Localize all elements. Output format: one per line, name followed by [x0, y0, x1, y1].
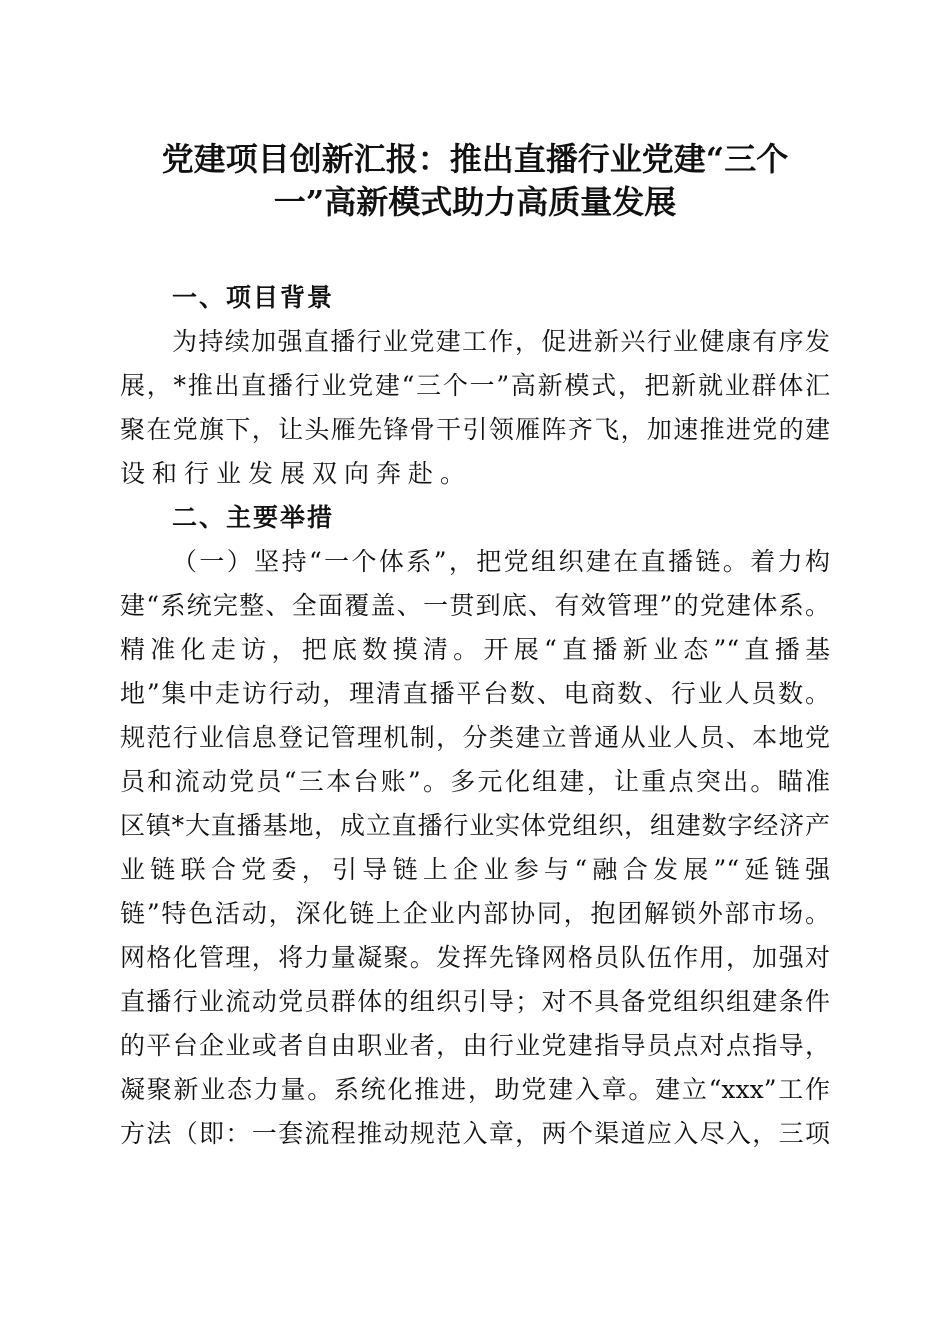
paragraph-line: 为持续加强直播行业党建工作，促进新兴行业健康有序发	[172, 327, 830, 356]
section-heading-background: 一、项目背景	[172, 283, 335, 312]
paragraph-line: 设和行业发展双向奔赴。	[120, 459, 473, 488]
document-body	[120, 276, 830, 1156]
paragraph-line: 方法（即：一套流程推动规范入章，两个渠道应入尽入，三项	[120, 1119, 830, 1148]
paragraph-line: 凝聚新业态力量。系统化推进，助党建入章。建立“xxx”工作	[120, 1075, 830, 1104]
paragraph-line: 聚在党旗下，让头雁先锋骨干引领雁阵齐飞，加速推进党的建	[120, 415, 830, 444]
paragraph-line: 精准化走访，把底数摸清。开展“直播新业态”“直播基	[120, 635, 830, 664]
document-title	[110, 138, 840, 224]
paragraph-line: 建“系统完整、全面覆盖、一贯到底、有效管理”的党建体系。	[120, 591, 830, 620]
paragraph-line: 业链联合党委，引导链上企业参与“融合发展”“延链强	[120, 855, 830, 884]
paragraph-line: 规范行业信息登记管理机制，分类建立普通从业人员、本地党	[120, 723, 830, 752]
paragraph-line: 的平台企业或者自由职业者，由行业党建指导员点对点指导，	[120, 1031, 830, 1060]
paragraph-line: 链”特色活动，深化链上企业内部协同，抱团解锁外部市场。	[120, 899, 830, 928]
paragraph-line: 网格化管理，将力量凝聚。发挥先锋网格员队伍作用，加强对	[120, 943, 830, 972]
title-line: 党建项目创新汇报：推出直播行业党建“三个	[161, 140, 789, 178]
paragraph-line: 展，*推出直播行业党建“三个一”高新模式，把新就业群体汇	[120, 371, 830, 400]
paragraph-line: 区镇*大直播基地，成立直播行业实体党组织，组建数字经济产	[120, 811, 830, 840]
paragraph-line: 直播行业流动党员群体的组织引导；对不具备党组织组建条件	[120, 987, 830, 1016]
title-line: 一”高新模式助力高质量发展	[273, 183, 677, 221]
paragraph-line: 员和流动党员“三本台账”。多元化组建，让重点突出。瞄准	[120, 767, 830, 796]
section-heading-measures: 二、主要举措	[172, 503, 335, 532]
paragraph-line: （一）坚持“一个体系”，把党组织建在直播链。着力构	[172, 547, 830, 576]
paragraph-line: 地”集中走访行动，理清直播平台数、电商数、行业人员数。	[120, 679, 830, 708]
